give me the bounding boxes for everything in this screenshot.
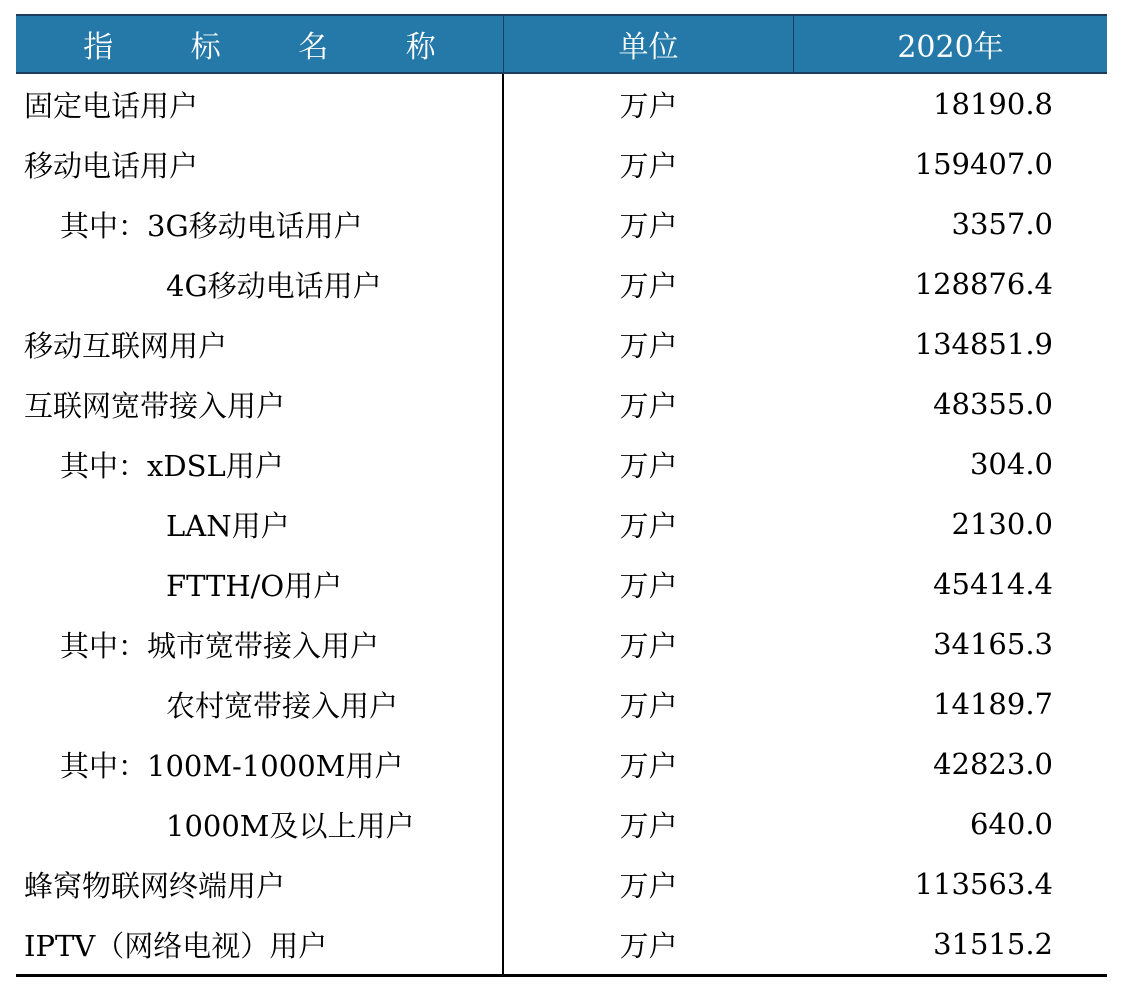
indicator-name: 蜂窝物联网终端用户 [16, 854, 504, 914]
table-row [16, 134, 1107, 194]
table-row [16, 914, 1107, 974]
unit-cell: 万户 [619, 208, 678, 243]
indicator-name: 其中：100M-1000M用户 [16, 734, 504, 794]
indicator-name: 移动电话用户 [16, 134, 504, 194]
header-year: 2020年 [897, 30, 1004, 65]
unit-cell: 万户 [619, 88, 678, 123]
value-cell: 31515.2 [933, 927, 1053, 961]
unit-cell: 万户 [619, 388, 678, 423]
table-bottom-rule [16, 974, 1107, 977]
unit-cell: 万户 [619, 148, 678, 183]
indicator-name: IPTV（网络电视）用户 [16, 914, 504, 974]
value-cell: 128876.4 [914, 267, 1053, 301]
indicator-name: 1000M及以上用户 [16, 794, 504, 854]
indicator-name: 其中：xDSL用户 [16, 434, 504, 494]
unit-cell: 万户 [619, 808, 678, 843]
value-cell: 113563.4 [914, 867, 1053, 901]
table-header [16, 14, 1107, 74]
unit-cell: 万户 [619, 568, 678, 603]
indicator-name: 4G移动电话用户 [16, 254, 504, 314]
unit-cell: 万户 [619, 688, 678, 723]
table-row [16, 434, 1107, 494]
value-cell: 48355.0 [933, 387, 1053, 421]
value-cell: 34165.3 [933, 627, 1053, 661]
value-cell: 159407.0 [914, 147, 1053, 181]
table-row [16, 374, 1107, 434]
unit-cell: 万户 [619, 868, 678, 903]
table-row [16, 314, 1107, 374]
unit-cell: 万户 [619, 628, 678, 663]
indicator-name: 互联网宽带接入用户 [16, 374, 504, 434]
header-unit: 单位 [504, 16, 794, 72]
value-cell: 14189.7 [933, 687, 1053, 721]
value-cell: 45414.4 [933, 567, 1053, 601]
value-cell: 3357.0 [951, 207, 1053, 241]
table-row [16, 674, 1107, 734]
unit-cell: 万户 [619, 268, 678, 303]
table-row [16, 614, 1107, 674]
value-cell: 42823.0 [933, 747, 1053, 781]
value-cell: 134851.9 [914, 327, 1053, 361]
table-row [16, 74, 1107, 134]
table-row [16, 554, 1107, 614]
indicator-name: 农村宽带接入用户 [16, 674, 504, 734]
unit-cell: 万户 [619, 508, 678, 543]
indicator-name: 移动互联网用户 [16, 314, 504, 374]
statistics-table [16, 14, 1107, 977]
table-row [16, 734, 1107, 794]
indicator-name: 其中：城市宽带接入用户 [16, 614, 504, 674]
indicator-name: 其中：3G移动电话用户 [16, 194, 504, 254]
unit-cell: 万户 [619, 928, 678, 963]
indicator-name: 固定电话用户 [16, 74, 504, 134]
indicator-name: LAN用户 [16, 494, 504, 554]
unit-cell: 万户 [619, 328, 678, 363]
value-cell: 18190.8 [933, 87, 1053, 121]
value-cell: 2130.0 [951, 507, 1053, 541]
header-indicator-name: 指 标 名 称 [16, 16, 504, 72]
table-row [16, 194, 1107, 254]
unit-cell: 万户 [619, 448, 678, 483]
table-row [16, 794, 1107, 854]
indicator-name: FTTH/O用户 [16, 554, 504, 614]
table-row [16, 494, 1107, 554]
unit-cell: 万户 [619, 748, 678, 783]
value-cell: 304.0 [969, 447, 1053, 481]
table-row [16, 854, 1107, 914]
value-cell: 640.0 [969, 807, 1053, 841]
table-row [16, 254, 1107, 314]
table-body [16, 74, 1107, 974]
